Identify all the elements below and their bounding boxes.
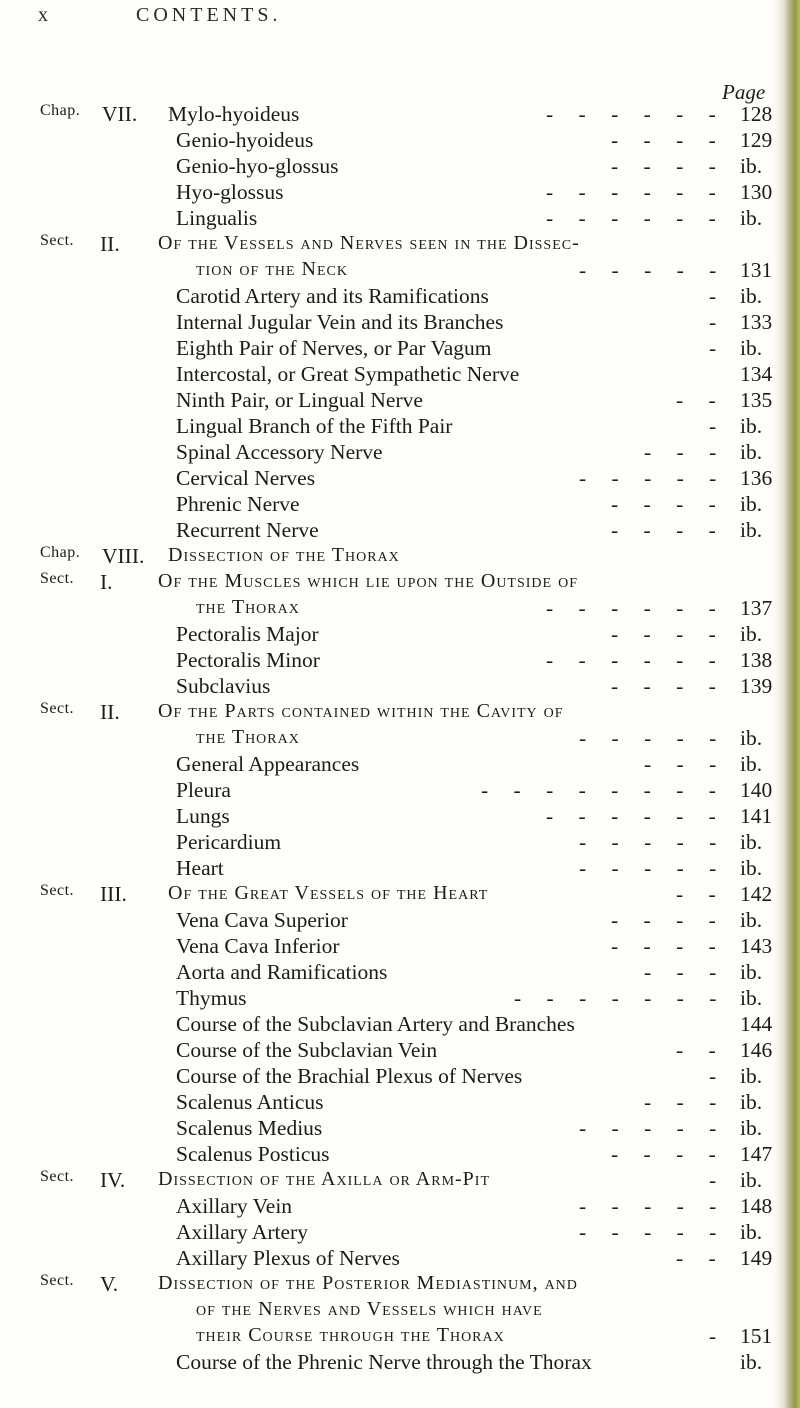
toc-leader-dots: - - - - — [611, 934, 726, 958]
toc-leader-dots: - - — [676, 1246, 726, 1270]
toc-page-number: 134 — [740, 362, 773, 386]
toc-label: Chap. — [40, 102, 81, 119]
toc-page-number: ib. — [740, 856, 763, 880]
toc-page-number: ib. — [740, 752, 763, 776]
toc-leader-dots: - - — [676, 388, 726, 412]
toc-leader-dots: - - — [676, 882, 726, 906]
page-column-label: Page — [722, 80, 766, 104]
toc-leader-dots: - - - — [644, 960, 727, 984]
toc-page-number: 137 — [740, 596, 773, 620]
toc-page-number: ib. — [740, 414, 763, 438]
toc-number: II. — [100, 700, 120, 724]
toc-title: Spinal Accessory Nerve — [176, 440, 383, 464]
toc-label: Sect. — [40, 700, 75, 717]
toc-number: VII. — [102, 102, 138, 126]
toc-page-number: 135 — [740, 388, 773, 412]
toc-title: Genio-hyo-glossus — [176, 154, 339, 178]
toc-title: Axillary Artery — [176, 1220, 308, 1244]
toc-title: Course of the Phrenic Nerve through the Thorax — [176, 1350, 592, 1374]
toc-page-number: 144 — [740, 1012, 773, 1036]
toc-leader-dots: - - - - - — [579, 830, 727, 854]
toc-title: Mylo-hyoideus — [168, 102, 300, 126]
toc-leader-dots: - - - — [644, 752, 727, 776]
toc-title: Of the Great Vessels of the Heart — [168, 882, 489, 904]
toc-page-number: 140 — [740, 778, 773, 802]
toc-number: II. — [100, 232, 120, 256]
toc-leader-dots: - — [709, 336, 727, 360]
toc-title: Dissection of the Thorax — [168, 544, 400, 566]
toc-page-number: 149 — [740, 1246, 773, 1270]
toc-title: Subclavius — [176, 674, 271, 698]
toc-label: Sect. — [40, 882, 75, 899]
toc-leader-dots: - - - - - - — [546, 102, 726, 126]
running-head-title: CONTENTS. — [136, 4, 282, 26]
toc-label: Sect. — [40, 232, 75, 249]
toc-leader-dots: - - - — [644, 1090, 727, 1114]
toc-entry — [0, 1350, 780, 1380]
toc-leader-dots: - — [709, 414, 727, 438]
toc-title: General Appearances — [176, 752, 360, 776]
toc-page-number: ib. — [740, 726, 763, 750]
toc-title: Axillary Vein — [176, 1194, 293, 1218]
toc-title: Carotid Artery and its Ramifications — [176, 284, 489, 308]
toc-page-number: ib. — [740, 1350, 763, 1374]
toc-label: Sect. — [40, 570, 75, 587]
toc-leader-dots: - - - - — [611, 674, 726, 698]
toc-leader-dots: - - - - — [611, 492, 726, 516]
toc-title: Of the Parts contained within the Cavity of — [158, 700, 564, 722]
toc-leader-dots: - - - - - — [579, 1194, 727, 1218]
toc-leader-dots: - - - - — [611, 622, 726, 646]
toc-title: Aorta and Ramifications — [176, 960, 388, 984]
toc-page-number: ib. — [740, 1090, 763, 1114]
toc-leader-dots: - — [709, 1064, 727, 1088]
toc-leader-dots: - - - - - - — [546, 648, 726, 672]
toc-title: Vena Cava Inferior — [176, 934, 340, 958]
toc-leader-dots: - - - - - — [579, 258, 727, 282]
toc-page-number: 151 — [740, 1324, 773, 1348]
toc-title: Course of the Subclavian Artery and Branches — [176, 1012, 575, 1036]
toc-leader-dots: - - - - - - — [546, 596, 726, 620]
toc-page-number: ib. — [740, 284, 763, 308]
toc-leader-dots: - - - - - — [579, 466, 727, 490]
toc-title: Scalenus Anticus — [176, 1090, 324, 1114]
toc-leader-dots: - - - - - — [579, 1220, 727, 1244]
toc-page-number: ib. — [740, 206, 763, 230]
toc-leader-dots: - - - - — [611, 1142, 726, 1166]
toc-title: Of the Muscles which lie upon the Outside of — [158, 570, 578, 592]
toc-page-number: ib. — [740, 1064, 763, 1088]
toc-page-number: ib. — [740, 908, 763, 932]
toc-title: Lingualis — [176, 206, 258, 230]
toc-page-number: ib. — [740, 622, 763, 646]
toc-page-number: 138 — [740, 648, 773, 672]
toc-leader-dots: - - - - - — [579, 856, 727, 880]
toc-page-number: ib. — [740, 154, 763, 178]
toc-title: Heart — [176, 856, 224, 880]
toc-title: Intercostal, or Great Sympathetic Nerve — [176, 362, 520, 386]
toc-title: Thymus — [176, 986, 247, 1010]
toc-leader-dots: - - - - — [611, 154, 726, 178]
toc-page-number: ib. — [740, 960, 763, 984]
toc-page-number: 128 — [740, 102, 773, 126]
toc-title: the Thorax — [196, 726, 300, 748]
toc-title: Pectoralis Major — [176, 622, 319, 646]
toc-page-number: 143 — [740, 934, 773, 958]
toc-leader-dots: - - - - - - — [546, 206, 726, 230]
toc-page-number: 146 — [740, 1038, 773, 1062]
toc-leader-dots: - — [709, 284, 727, 308]
toc-leader-dots: - — [709, 310, 727, 334]
toc-page-number: ib. — [740, 1116, 763, 1140]
toc-title: Genio-hyoideus — [176, 128, 314, 152]
toc-title: Dissection of the Axilla or Arm-Pit — [158, 1168, 491, 1190]
toc-title: Ninth Pair, or Lingual Nerve — [176, 388, 423, 412]
toc-title: Dissection of the Posterior Mediastinum, and — [158, 1272, 578, 1294]
toc-page-number: ib. — [740, 1220, 763, 1244]
toc-label: Sect. — [40, 1168, 75, 1185]
toc-leader-dots: - - - - - - — [546, 180, 726, 204]
toc-title: Course of the Subclavian Vein — [176, 1038, 438, 1062]
toc-title: Eighth Pair of Nerves, or Par Vagum — [176, 336, 492, 360]
toc-page-number: ib. — [740, 336, 763, 360]
toc-title: Scalenus Medius — [176, 1116, 323, 1140]
toc-leader-dots: - — [709, 1324, 727, 1348]
toc-title: Pericardium — [176, 830, 282, 854]
toc-title: Lingual Branch of the Fifth Pair — [176, 414, 453, 438]
toc-leader-dots: - - - — [644, 440, 727, 464]
toc-page-number: 148 — [740, 1194, 773, 1218]
toc-page-number: 141 — [740, 804, 773, 828]
toc-number: I. — [100, 570, 113, 594]
toc-page-number: 131 — [740, 258, 773, 282]
toc-leader-dots: - - - - - — [579, 726, 727, 750]
toc-title: Lungs — [176, 804, 230, 828]
toc-title: Scalenus Posticus — [176, 1142, 330, 1166]
toc-leader-dots: - - - - — [611, 908, 726, 932]
toc-title: their Course through the Thorax — [196, 1324, 505, 1346]
toc-page-number: ib. — [740, 830, 763, 854]
toc-title: Phrenic Nerve — [176, 492, 300, 516]
toc-number: III. — [100, 882, 127, 906]
toc-title: the Thorax — [196, 596, 300, 618]
toc-title: of the Nerves and Vessels which have — [196, 1298, 543, 1320]
toc-page-number: ib. — [740, 492, 763, 516]
toc-leader-dots: - - - - — [611, 518, 726, 542]
toc-number: V. — [100, 1272, 119, 1296]
toc-number: IV. — [100, 1168, 126, 1192]
toc-page-number: ib. — [740, 518, 763, 542]
toc-number: VIII. — [102, 544, 145, 568]
toc-page-number: 147 — [740, 1142, 773, 1166]
toc-page-number: ib. — [740, 1168, 763, 1192]
toc-leader-dots: - - - - - - — [546, 804, 726, 828]
toc-page-number: ib. — [740, 440, 763, 464]
toc-title: Hyo-glossus — [176, 180, 284, 204]
toc-title: Pleura — [176, 778, 231, 802]
toc-title: Course of the Brachial Plexus of Nerves — [176, 1064, 523, 1088]
toc-leader-dots: - - - - - — [579, 1116, 727, 1140]
toc-leader-dots: - - — [676, 1038, 726, 1062]
toc-label: Chap. — [40, 544, 81, 561]
toc-label: Sect. — [40, 1272, 75, 1289]
toc-title: tion of the Neck — [196, 258, 348, 280]
toc-title: Internal Jugular Vein and its Branches — [176, 310, 504, 334]
toc-page-number: ib. — [740, 986, 763, 1010]
toc-title: Axillary Plexus of Nerves — [176, 1246, 400, 1270]
page-edge-decoration — [774, 0, 800, 1408]
toc-page-number: 142 — [740, 882, 773, 906]
toc-title: Vena Cava Superior — [176, 908, 348, 932]
toc-leader-dots: - - - - - - - - — [481, 778, 726, 802]
toc-leader-dots: - — [709, 1168, 727, 1192]
toc-page-number: 136 — [740, 466, 773, 490]
toc-title: Recurrent Nerve — [176, 518, 319, 542]
toc-page-number: 133 — [740, 310, 773, 334]
toc-leader-dots: - - - - - - - — [514, 986, 727, 1010]
toc-leader-dots: - - - - — [611, 128, 726, 152]
toc-title: Cervical Nerves — [176, 466, 316, 490]
toc-title: Of the Vessels and Nerves seen in the Dissec- — [158, 232, 580, 254]
toc-page-number: 130 — [740, 180, 773, 204]
toc-page-number: 139 — [740, 674, 773, 698]
toc-title: Pectoralis Minor — [176, 648, 320, 672]
running-head-mark: x — [38, 4, 48, 26]
toc-page-number: 129 — [740, 128, 773, 152]
